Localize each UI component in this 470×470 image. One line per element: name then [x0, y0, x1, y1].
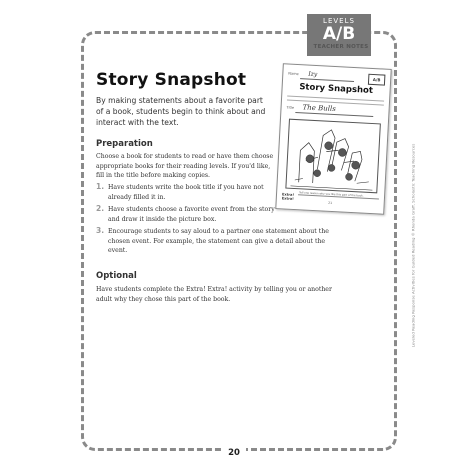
step-item — [96, 227, 346, 256]
step-number: 1. — [96, 182, 105, 191]
child-drawing-illustration — [286, 120, 379, 193]
thumb-page-number: 21 — [328, 200, 333, 206]
step-number: 3. — [96, 226, 105, 235]
thumb-title: Story Snapshot — [299, 82, 374, 96]
side-credit: Leveled Reading Response Activities for Guided Reading © Rhonda Graff, Scholastic Teaching Resources — [410, 143, 416, 348]
optional-text: Have students complete the Extra! Extra! activity by telling you or another adult why they chose this part of the book. — [96, 286, 332, 303]
step-item — [96, 205, 276, 224]
preparation-text: Choose a book for students to read or have them choose appropriate books for their reading levels. If you'd like, fill in the title before making copies. — [96, 153, 274, 179]
levels-label: LEVELS — [323, 17, 355, 25]
step-number: 2. — [96, 204, 105, 213]
thumb-name-label: Name — [288, 71, 299, 77]
optional-heading: Optional — [96, 271, 137, 281]
preparation-heading: Preparation — [96, 139, 153, 149]
worksheet-thumbnail — [275, 63, 391, 215]
page-number-box — [222, 440, 246, 458]
levels-value: A/B — [322, 24, 356, 44]
intro-paragraph: By making statements about a favorite part of a book, students begin to think about and interact with the text. — [96, 96, 266, 127]
teacher-notes-label: TEACHER NOTES — [313, 44, 369, 50]
side-credit-column — [408, 136, 418, 360]
step-text: Encourage students to say aloud to a partner one statement about the chosen event. For example, the statement can give a detail about the event. — [108, 228, 329, 254]
thumb-title-value: The Bulls — [302, 103, 337, 114]
thumb-title-label: Title — [286, 105, 295, 110]
thumb-picture-box — [285, 119, 381, 194]
thumb-name-line — [300, 78, 354, 82]
page-title: Story Snapshot — [96, 70, 247, 90]
step-item — [96, 183, 276, 202]
thumb-name-value: Izy — [308, 70, 318, 79]
step-text: Have students write the book title if you have not already filled it in. — [108, 184, 264, 201]
step-text: Have students choose a favorite event from the story and draw it inside the picture box. — [108, 206, 275, 223]
thumb-extra-label: Extra! Extra! — [281, 192, 295, 202]
thumb-level-badge: A/B — [368, 74, 386, 86]
thumb-footer-text: Tell one reason why you like this part of the book. — [299, 191, 364, 198]
page-number: 20 — [228, 448, 240, 458]
